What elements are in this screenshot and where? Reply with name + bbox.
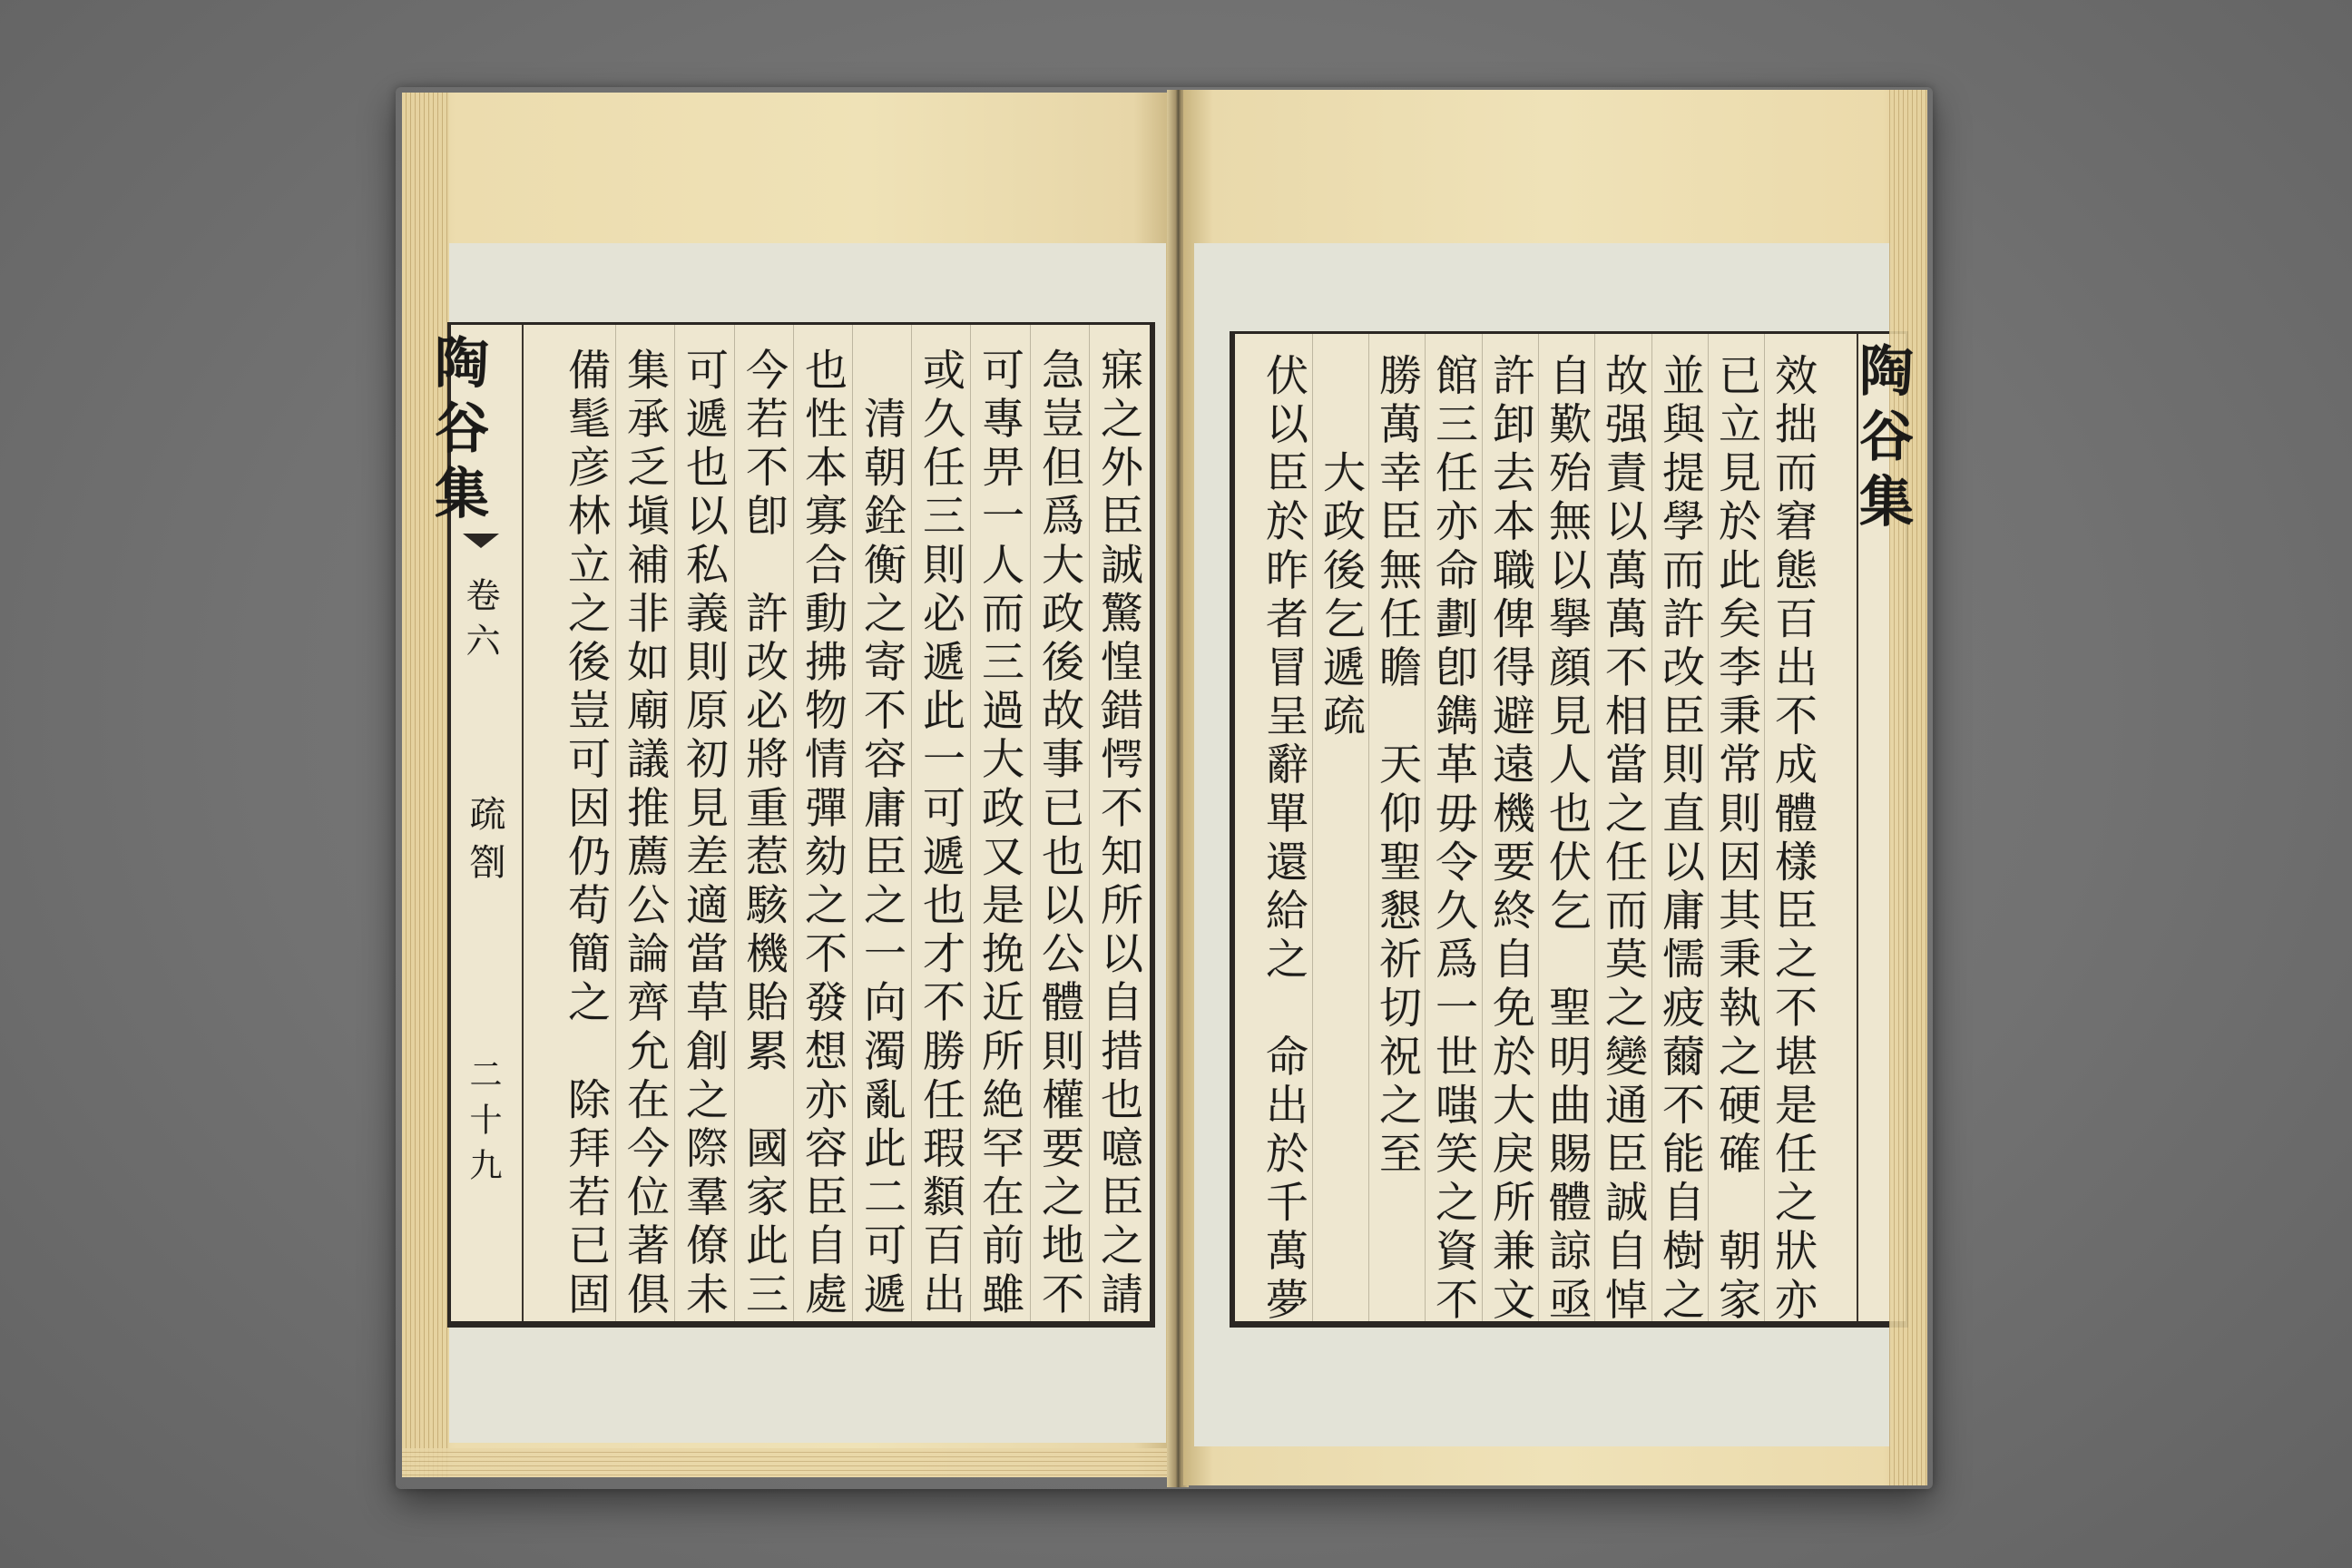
text-column: 已立見於此矣李秉常則因其秉執之硬確 朝家 xyxy=(1708,334,1764,1321)
right-fold-book-title: 陶谷集 xyxy=(1850,342,1914,538)
text-column: 也性本寡合動拂物情彈劾之不發想亦容臣自處 xyxy=(793,325,852,1321)
left-page-bottom-stack xyxy=(402,1448,1169,1477)
left-page-edge-stack xyxy=(402,93,449,1477)
text-column: 或久任三則必遞此一可遞也才不勝任瑕纇百出 xyxy=(911,325,970,1321)
text-column: 自歎殆無以擧顔見人也伏乞 聖明曲賜體諒亟 xyxy=(1538,334,1594,1321)
left-fold-volume: 卷六 xyxy=(460,577,500,668)
text-column: 寐之外臣誠驚惶錯愕不知所以自措也噫臣之請 xyxy=(1089,325,1148,1321)
text-column: 急豈但爲大政後故事已也以公體則權要之地不 xyxy=(1030,325,1089,1321)
fish-tail-mark-icon xyxy=(463,534,499,548)
text-column: 可遞也以私義則原初見差適當草創之際羣僚未 xyxy=(674,325,733,1321)
left-fold-section: 疏劄 xyxy=(464,795,505,891)
text-column: 集承乏塡補非如廟議推薦公論齊允在今位著俱 xyxy=(615,325,674,1321)
left-fold-page-number: 二十九 xyxy=(465,1057,502,1193)
text-column: 館三任亦命劃卽鐫革毋令久爲一世嗤笑之資不 xyxy=(1425,334,1481,1321)
left-fold-book-title: 陶谷集 xyxy=(426,334,489,530)
text-column: 可專畀一人而三過大政又是挽近所絶罕在前雖 xyxy=(970,325,1029,1321)
left-fold-column-rule xyxy=(522,325,524,1321)
text-column: 伏以臣於昨者冒呈辭單還給之 命出於千萬夢 xyxy=(1259,353,1308,1326)
text-column: 許卸去本職俾得避遠機要終自免於大戾所兼文 xyxy=(1482,334,1538,1321)
memorial-heading-column: 大政後乞遞疏 xyxy=(1312,334,1368,1321)
text-column: 效拙而窘態百出不成體樣臣之不堪是任之狀亦 xyxy=(1764,334,1820,1321)
text-column: 備髦彦林立之後豈可因仍苟簡之 除拜若已固 xyxy=(561,348,611,1320)
text-column: 勝萬幸臣無任瞻 天仰聖懇祈切祝之至 xyxy=(1368,334,1425,1321)
text-column: 今若不卽 許改必將重惹駭機貽累 國家此三 xyxy=(734,325,793,1321)
text-column: 並與提學而許改臣則直以庸懦疲薾不能自樹之 xyxy=(1651,334,1708,1321)
text-column: 故强責以萬萬不相當之任而莫之變通臣誠自悼 xyxy=(1594,334,1651,1321)
text-column: 清朝銓衡之寄不容庸臣之一向濁亂此二可遞 xyxy=(852,325,911,1321)
right-page-edge-stack xyxy=(1889,90,1927,1485)
